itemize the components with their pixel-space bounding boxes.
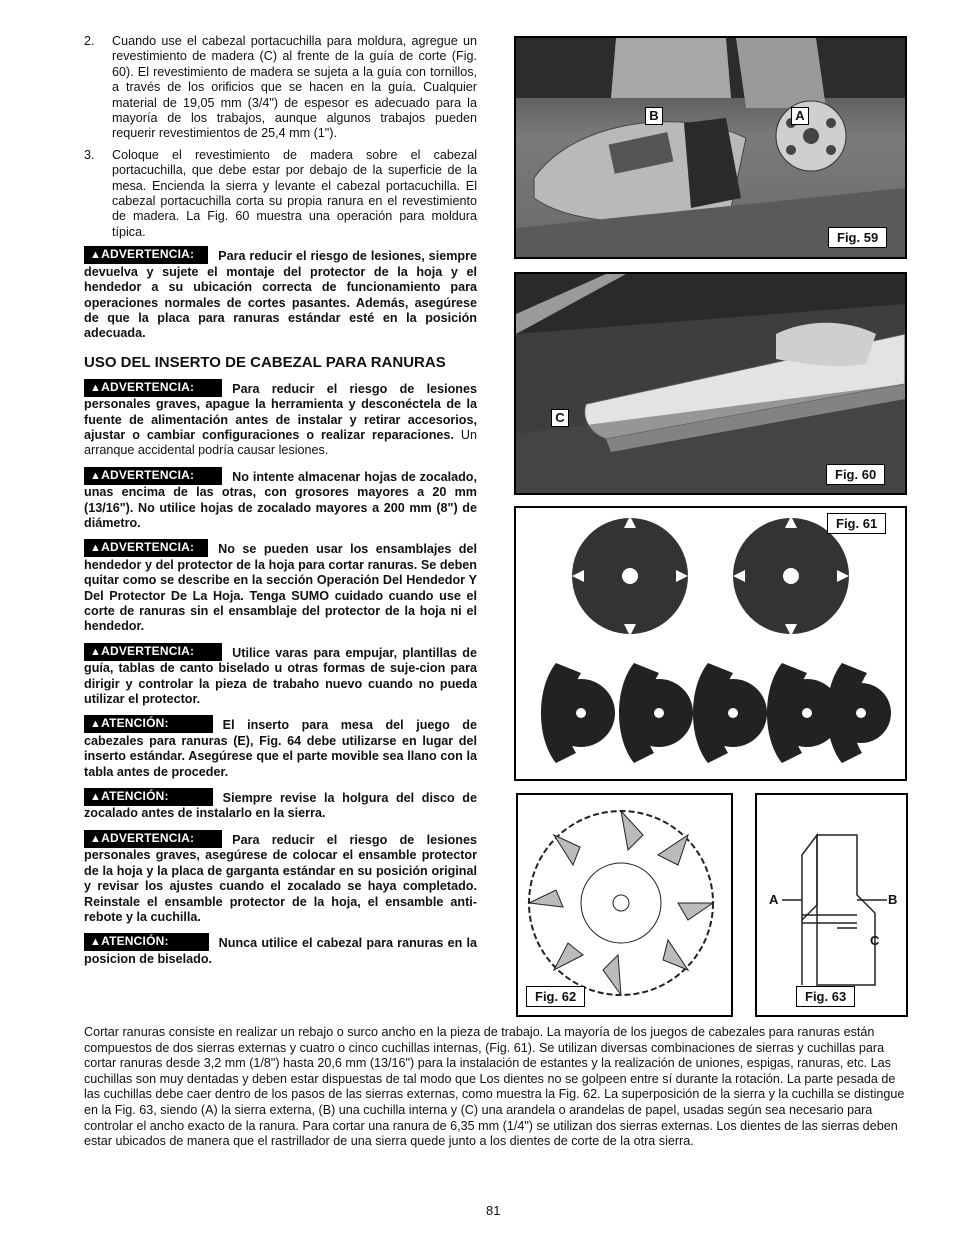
figure-label: Fig. 59 bbox=[828, 227, 887, 248]
figure-label: Fig. 63 bbox=[796, 986, 855, 1007]
warning-text: No intente almacenar hojas de zocalado, unas encima de las otras, con grosores mayores a 20 mm (13/16"). No utilice hojas de zocalado mayores a 200 mm (8") de diámetro. bbox=[84, 469, 477, 530]
caution-text: Nunca utilice el cabezal para ranuras en la posicion de biselado. bbox=[84, 936, 477, 966]
warning-icon: ▲ bbox=[90, 249, 102, 262]
body-paragraph: Cortar ranuras consiste en realizar un rebajo o surco ancho en la pieza de trabajo. La mayoría de los juegos de cabezales para ranuras están compuestos de dos sierras externas y cuatro o cinco cuchillas internas, (Fig. 61). Se utilizan diversas combinaciones de sierras y cuchillas para cortar ranuras desde 3,2 mm (1/8") hasta 20,6 mm (13/16") para la instalación de estantes y la realización de uniones, espigas, ranuras, etc. Las cuchillas son muy dentadas y deben estar dispuestas de tal modo que Los dientes no se golpeen entre sí durante la rotación. La parte pesada de las cuchillas debe caer dentro de los pasos de las sierras externas, como muestra la Fig. 62. La superposición de la sierra y la cuchilla se distingue en la Fig. 63, siendo (A) la sierra externa, (B) una cuchilla interna y (C) una arandela o arandelas de papel, usadas según sea necesario para controlar el ancho exacto de la ranura. Para cortar una ranura de 6,35 mm (1/4") se utilizan dos sierras externas. Los dientes de las sierras deben estar ubicados de manera que el rastrillador de una sierra quede junto a los dientes de corte de la otra sierra. bbox=[84, 1025, 905, 1149]
step-number: 3. bbox=[84, 147, 95, 162]
caution-block bbox=[84, 933, 477, 967]
figure-61 bbox=[514, 506, 907, 781]
warning-icon: ▲ bbox=[90, 832, 102, 845]
warning-badge: ▲ADVERTENCIA: bbox=[84, 643, 222, 661]
step-2 bbox=[84, 34, 477, 142]
warning-block bbox=[84, 643, 477, 708]
callout-b: B bbox=[888, 892, 898, 907]
figure-60 bbox=[514, 272, 907, 495]
warning-badge: ▲ADVERTENCIA: bbox=[84, 379, 222, 397]
figure-63 bbox=[755, 793, 908, 1017]
warning-icon: ▲ bbox=[90, 542, 102, 555]
warning-block bbox=[84, 830, 477, 925]
warning-text: Para reducir el riesgo de lesiones personales graves, apague la herramienta y desconéctela de la fuente de alimentación antes de instalar y retirar accesorios, ajustar o cambiar configuraciones o realizar reparaciones. bbox=[84, 381, 477, 442]
dado-stack-icon bbox=[529, 811, 713, 995]
caution-badge: ▲ATENCIÓN: bbox=[84, 788, 213, 806]
step-text: Coloque el revestimiento de madera sobre el cabezal portacuchilla, que debe estar por debajo de la superficie de la mesa. Encienda la sierra y levante el cabezal portacuchilla. El cabezal portacuchilla corta su propia ranura en el revestimiento de madera. La Fig. 60 muestra una operación para moldura típica. bbox=[112, 147, 477, 239]
warning-text: Utilice varas para empujar, plantillas de guía, tablas de canto biselado u otras formas de suje-cion para dirigir y controlar la pieza de trabaho nuevo cuando no pueda utilizar el protector. bbox=[84, 645, 477, 707]
caution-badge: ▲ATENCIÓN: bbox=[84, 715, 213, 733]
figure-62 bbox=[516, 793, 733, 1017]
warning-block bbox=[84, 467, 477, 532]
caution-text: El inserto para mesa del juego de cabezales para ranuras (E), Fig. 64 debe utilizarse en lugar del inserto estándar. Asegúrese que el parte movible sea llano con la tabla antes de proceder. bbox=[84, 718, 477, 779]
step-text: Cuando use el cabezal portacuchilla para moldura, agregue un revestimiento de madera (C) al frente de la guía de corte (Fig. 60). El revestimiento de madera se sujeta a la guía con tornillos, a través de los orificios que se hacen en la guía. Cualquier material de 19,05 mm (3/4") de espesor es adecuado para la mayoría de los trabajos, aunque algunos trabajos pueden requerir revestimientos de 25,4 mm (1"). bbox=[112, 34, 477, 141]
callout-a: A bbox=[769, 892, 779, 907]
caution-icon: ▲ bbox=[90, 718, 102, 731]
caution-block bbox=[84, 788, 477, 822]
callout-c: C bbox=[551, 409, 569, 427]
section-heading: USO DEL INSERTO DE CABEZAL PARA RANURAS bbox=[84, 353, 446, 371]
figure-59 bbox=[514, 36, 907, 259]
warning-block bbox=[84, 246, 477, 341]
warning-icon: ▲ bbox=[90, 469, 102, 482]
caution-icon: ▲ bbox=[90, 936, 102, 949]
caution-text: Siempre revise la holgura del disco de zocalado antes de instalarlo en la sierra. bbox=[84, 791, 477, 821]
step-number: 2. bbox=[84, 34, 95, 48]
inner-chipper-icon bbox=[541, 663, 891, 763]
warning-text: No se pueden usar los ensamblajes del hendedor y del protector de la hoja para cortar ranuras. Se deben quitar como se describe en la sección Operación Del Hendedor Y Del Protector De La Hoja. Tenga SUMO cuidado cuando use el corte de ranuras sin el ensamblaje del protector de la hoja ni el hendedor. bbox=[84, 542, 477, 634]
warning-block bbox=[84, 539, 477, 634]
outer-saw-blade-icon bbox=[733, 516, 849, 636]
figure-63-drawing bbox=[757, 795, 906, 1015]
callout-c: C bbox=[870, 933, 880, 948]
figure-label: Fig. 60 bbox=[826, 464, 885, 485]
warning-badge: ▲ADVERTENCIA: bbox=[84, 830, 222, 848]
warning-badge: ▲ADVERTENCIA: bbox=[84, 539, 208, 557]
figure-label: Fig. 61 bbox=[827, 513, 886, 534]
figure-label: Fig. 62 bbox=[526, 986, 585, 1007]
figure-60-photo bbox=[516, 274, 905, 493]
warning-block bbox=[84, 379, 477, 459]
warning-text: Para reducir el riesgo de lesiones personales graves, asegúrese de colocar el ensamble protector de la hoja y la placa de garganta estándar en su posición original y revisar los ajustes cuando el zocalado se haya completado. Reinstale el ensamble protector de la hoja, el ensamble anti-rebote y la cuchilla. bbox=[84, 832, 477, 924]
caution-block bbox=[84, 715, 477, 780]
warning-text-normal: Un arranque accidental podría causar lesiones. bbox=[84, 427, 478, 458]
callout-b: B bbox=[645, 107, 663, 125]
callout-a: A bbox=[791, 107, 809, 125]
warning-badge: ▲ADVERTENCIA: bbox=[84, 246, 208, 264]
warning-icon: ▲ bbox=[90, 381, 102, 394]
page-number: 81 bbox=[486, 1203, 501, 1218]
blade-overlap-icon bbox=[782, 835, 887, 985]
step-3 bbox=[84, 148, 477, 240]
caution-icon: ▲ bbox=[90, 791, 102, 804]
left-column bbox=[84, 34, 477, 975]
figure-59-photo bbox=[516, 38, 905, 257]
warning-badge: ▲ADVERTENCIA: bbox=[84, 467, 222, 485]
warning-icon: ▲ bbox=[90, 645, 102, 658]
figure-62-drawing bbox=[518, 795, 731, 1015]
outer-saw-blade-icon bbox=[572, 516, 688, 636]
caution-badge: ▲ATENCIÓN: bbox=[84, 933, 209, 951]
figure-61-drawing bbox=[516, 508, 905, 779]
warning-text: Para reducir el riesgo de lesiones, siempre devuelva y sujete el montaje del protector de la hoja y el hendedor a su ubicación correcta de funcionamiento para operaciones normales de cortes pasantes. Además, asegúrese de que la placa para ranuras estándar esté en la posición adecuada. bbox=[84, 249, 477, 341]
